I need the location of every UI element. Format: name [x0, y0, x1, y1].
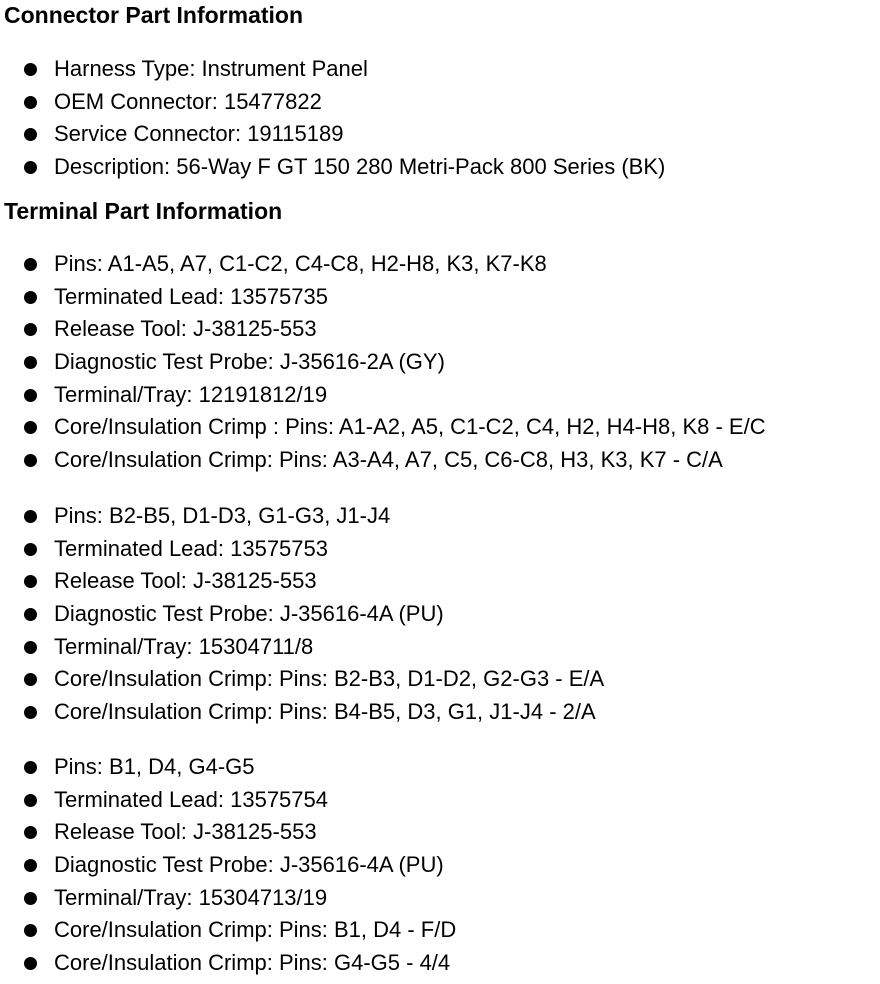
item-text: Core/Insulation Crimp: Pins: B2-B3, D1-D2, G2-G3 - E/A [54, 666, 605, 692]
item-text: Harness Type: Instrument Panel [54, 56, 368, 81]
item-text: Core/Insulation Crimp: Pins: A3-A4, A7, C5, C6-C8, H3, K3, K7 - C/A [54, 447, 723, 473]
bullet-icon [24, 96, 37, 109]
list-item [0, 86, 665, 119]
list-item [0, 849, 456, 882]
item-text: Release Tool: J-38125-553 [54, 819, 317, 845]
item-text: Pins: B2-B5, D1-D3, G1-G3, J1-J4 [54, 503, 391, 528]
bullet-icon [24, 161, 37, 174]
bullet-icon [24, 454, 37, 467]
list-item [0, 411, 766, 444]
list-item [0, 500, 604, 533]
bullet-icon [24, 258, 37, 271]
list-item [0, 947, 456, 980]
list-item [0, 565, 604, 598]
bullet-icon [24, 761, 37, 774]
bullet-icon [24, 389, 37, 402]
bullet-icon [24, 608, 37, 621]
terminal-group-2-list [0, 500, 604, 729]
list-item [0, 379, 766, 412]
list-item [0, 816, 456, 849]
list-item [0, 696, 604, 729]
list-item [0, 151, 665, 184]
list-item [0, 118, 665, 151]
item-text: Core/Insulation Crimp: Pins: B1, D4 - F/D [54, 917, 457, 943]
item-text: Diagnostic Test Probe: J-35616-4A (PU) [54, 601, 444, 627]
list-item [0, 248, 766, 281]
bullet-icon [24, 323, 37, 336]
item-text: Diagnostic Test Probe: J-35616-2A (GY) [54, 349, 445, 375]
bullet-icon [24, 673, 37, 686]
item-text: Terminal/Tray: 15304713/19 [54, 884, 328, 910]
item-text: Pins: B1, D4, G4-G5 [54, 754, 255, 779]
terminal-group-1-list [0, 248, 766, 477]
bullet-icon [24, 128, 37, 141]
item-text: Terminal/Tray: 15304711/8 [54, 633, 314, 659]
item-text: Terminated Lead: 13575754 [54, 786, 328, 812]
item-text: Pins: A1-A5, A7, C1-C2, C4-C8, H2-H8, K3, K7-K8 [54, 251, 547, 276]
item-text: Terminal/Tray: 12191812/19 [54, 381, 328, 407]
item-text: Terminated Lead: 13575753 [54, 535, 328, 561]
bullet-icon [24, 924, 37, 937]
list-item [0, 598, 604, 631]
item-text: Core/Insulation Crimp: Pins: B4-B5, D3, G1, J1-J4 - 2/A [54, 699, 596, 725]
item-text: Release Tool: J-38125-553 [54, 316, 317, 342]
list-item [0, 882, 456, 915]
list-item [0, 346, 766, 379]
list-item [0, 914, 456, 947]
connector-info-list [0, 53, 665, 184]
bullet-icon [24, 543, 37, 556]
bullet-icon [24, 421, 37, 434]
bullet-icon [24, 356, 37, 369]
list-item [0, 751, 456, 784]
bullet-icon [24, 826, 37, 839]
bullet-icon [24, 291, 37, 304]
item-text: Diagnostic Test Probe: J-35616-4A (PU) [54, 852, 444, 878]
item-text: Core/Insulation Crimp : Pins: A1-A2, A5, C1-C2, C4, H2, H4-H8, K8 - E/C [54, 414, 766, 440]
item-text: Terminated Lead: 13575735 [54, 283, 328, 309]
terminal-section-title: Terminal Part Information [4, 198, 283, 224]
terminal-group-3-list [0, 751, 456, 980]
item-text: Service Connector: 19115189 [54, 121, 344, 147]
connector-section-title: Connector Part Information [4, 2, 304, 28]
list-item [0, 663, 604, 696]
list-item [0, 444, 766, 477]
list-item [0, 784, 456, 817]
list-item [0, 313, 766, 346]
bullet-icon [24, 63, 37, 76]
bullet-icon [24, 957, 37, 970]
list-item [0, 281, 766, 314]
item-text: Core/Insulation Crimp: Pins: G4-G5 - 4/4 [54, 950, 451, 976]
item-text: OEM Connector: 15477822 [54, 88, 322, 114]
bullet-icon [24, 641, 37, 654]
bullet-icon [24, 706, 37, 719]
item-text: Description: 56-Way F GT 150 280 Metri-Pack 800 Series (BK) [54, 154, 666, 180]
bullet-icon [24, 575, 37, 588]
bullet-icon [24, 892, 37, 905]
item-text: Release Tool: J-38125-553 [54, 568, 317, 594]
list-item [0, 53, 665, 86]
bullet-icon [24, 794, 37, 807]
bullet-icon [24, 510, 37, 523]
bullet-icon [24, 859, 37, 872]
list-item [0, 631, 604, 664]
list-item [0, 533, 604, 566]
